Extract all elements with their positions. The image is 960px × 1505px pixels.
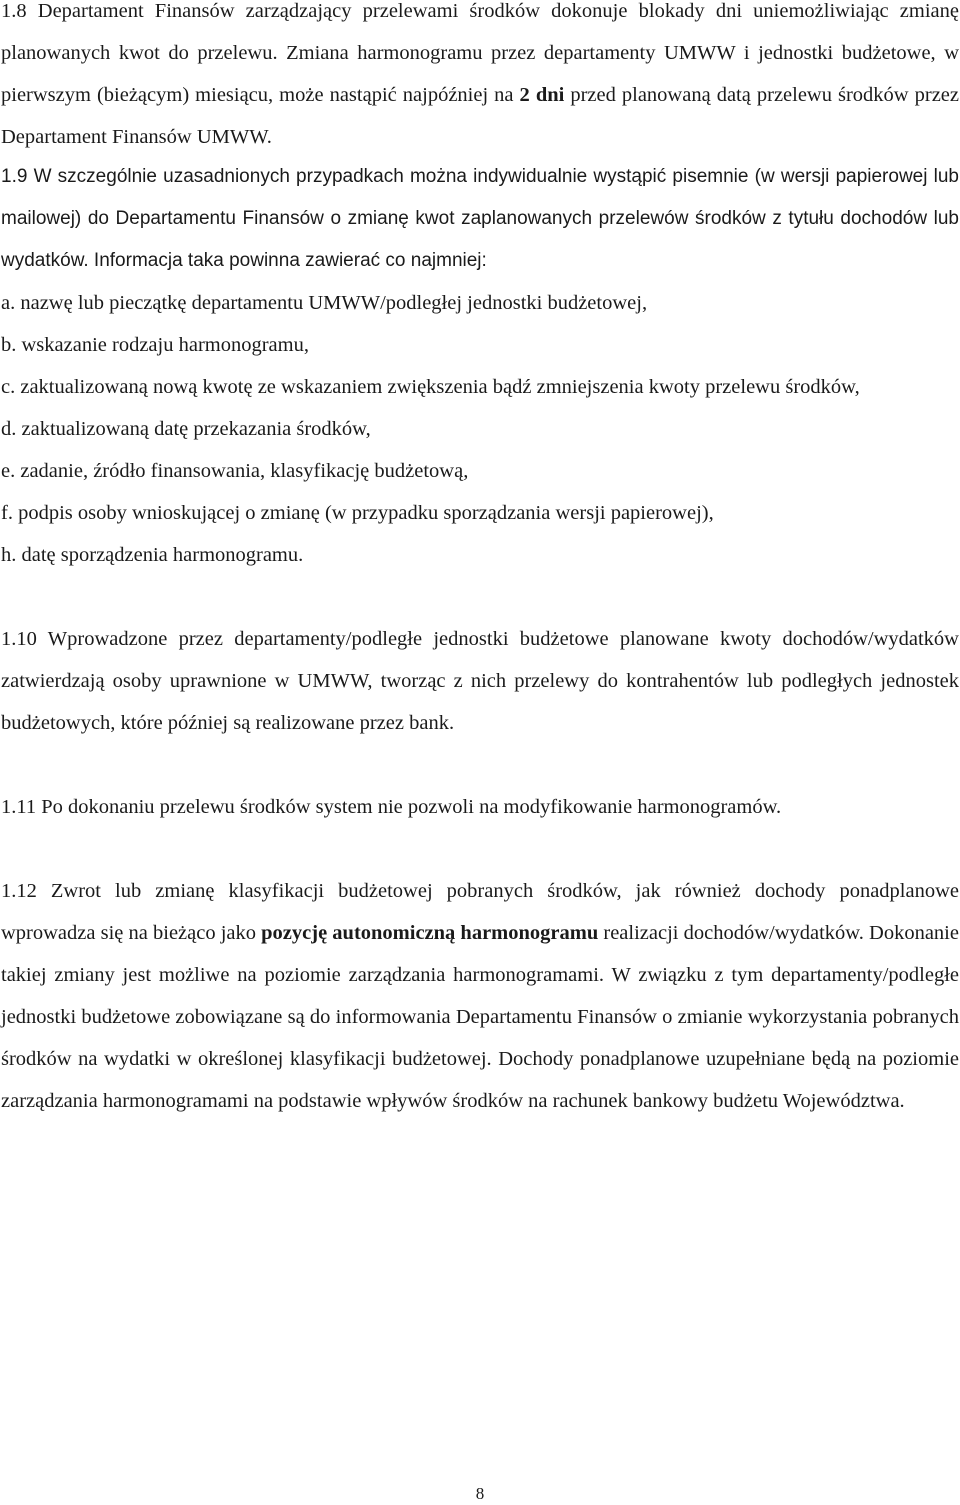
paragraph-1-11: 1.11 Po dokonaniu przelewu środków system nie pozwoli na modyfikowanie harmonogramów. <box>1 796 782 818</box>
list-item-e: e. zadanie, źródło finansowania, klasyfikację budżetową, <box>1 460 469 482</box>
list-item-a: a. nazwę lub pieczątkę departamentu UMWW/podległej jednostki budżetowej, <box>1 292 648 314</box>
paragraph-1-8-text-b: przed planowaną datą przelewu środków przez Departament Finansów UMWW. <box>1 84 960 148</box>
spacer <box>1 828 959 870</box>
list-item-d: d. zaktualizowaną datę przekazania środków, <box>1 418 371 440</box>
paragraph-1-12-text-b: realizacji dochodów/wydatków. Dokonanie takiej zmiany jest możliwe na poziomie zarządzania harmonogramami. W związku z tym departamenty/podległe jednostki budżetowe zobowiązane są do informowania Departamentu Finansów o zmianie wykorzystania pobranych środków na wydatki w określonej klasyfikacji budżetowej. Dochody ponadplanowe uzupełniane będą na poziomie zarządzania harmonogramami na podstawie wpływów środków na rachunek bankowy budżetu Województwa. <box>1 922 959 1112</box>
requirements-list <box>1 282 959 576</box>
paragraph-1-8 <box>1 0 959 158</box>
list-item-h: h. datę sporządzenia harmonogramu. <box>1 544 304 566</box>
page-number: 8 <box>475 1484 485 1503</box>
spacer <box>1 576 959 618</box>
paragraph-1-8-text-a: 1.8 Departament Finansów zarządzający przelewami środków dokonuje blokady dni uniemożliwiając zmianę planowanych kwot do przelewu. Zmiana harmonogramu przez departamenty UMWW i jednostki budżetowe, w pierwszym (bieżącym) miesiącu, może nastąpić najpóźniej na <box>1 0 959 106</box>
paragraph-1-9 <box>1 156 959 282</box>
paragraph-1-12 <box>1 870 959 1122</box>
list-item-f: f. podpis osoby wnioskującej o zmianę (w przypadku sporządzania wersji papierowej), <box>1 502 714 524</box>
paragraph-1-10: 1.10 Wprowadzone przez departamenty/podległe jednostki budżetowe planowane kwoty dochodów/wydatków zatwierdzają osoby uprawnione w UMWW, tworząc z nich przelewy do kontrahentów lub podległych jednostek budżetowych, które później są realizowane przez bank. <box>1 628 959 734</box>
paragraph-1-9-intro2: Informacja taka powinna zawierać co najmniej: <box>88 250 487 271</box>
paragraph-1-12-bold: pozycję autonomiczną harmonogramu <box>261 922 599 944</box>
list-item-b: b. wskazanie rodzaju harmonogramu, <box>1 334 309 356</box>
paragraph-1-9-intro: 1.9 W szczególnie uzasadnionych przypadkach można indywidualnie wystąpić pisemnie (w wersji papierowej lub mailowej) do Departamentu Finansów o zmianę kwot zaplanowanych przelewów środków z tytułu dochodów lub wydatków. <box>1 166 959 271</box>
paragraph-1-8-bold: 2 dni <box>519 84 565 106</box>
spacer <box>1 744 959 786</box>
paragraph-1-12-text-a: 1.12 Zwrot lub zmianę klasyfikacji budżetowej pobranych środków, jak również dochody ponadplanowe wprowadza się na bieżąco jako <box>1 880 959 944</box>
list-item-c: c. zaktualizowaną nową kwotę ze wskazaniem zwiększenia bądź zmniejszenia kwoty przelewu środków, <box>1 376 860 398</box>
